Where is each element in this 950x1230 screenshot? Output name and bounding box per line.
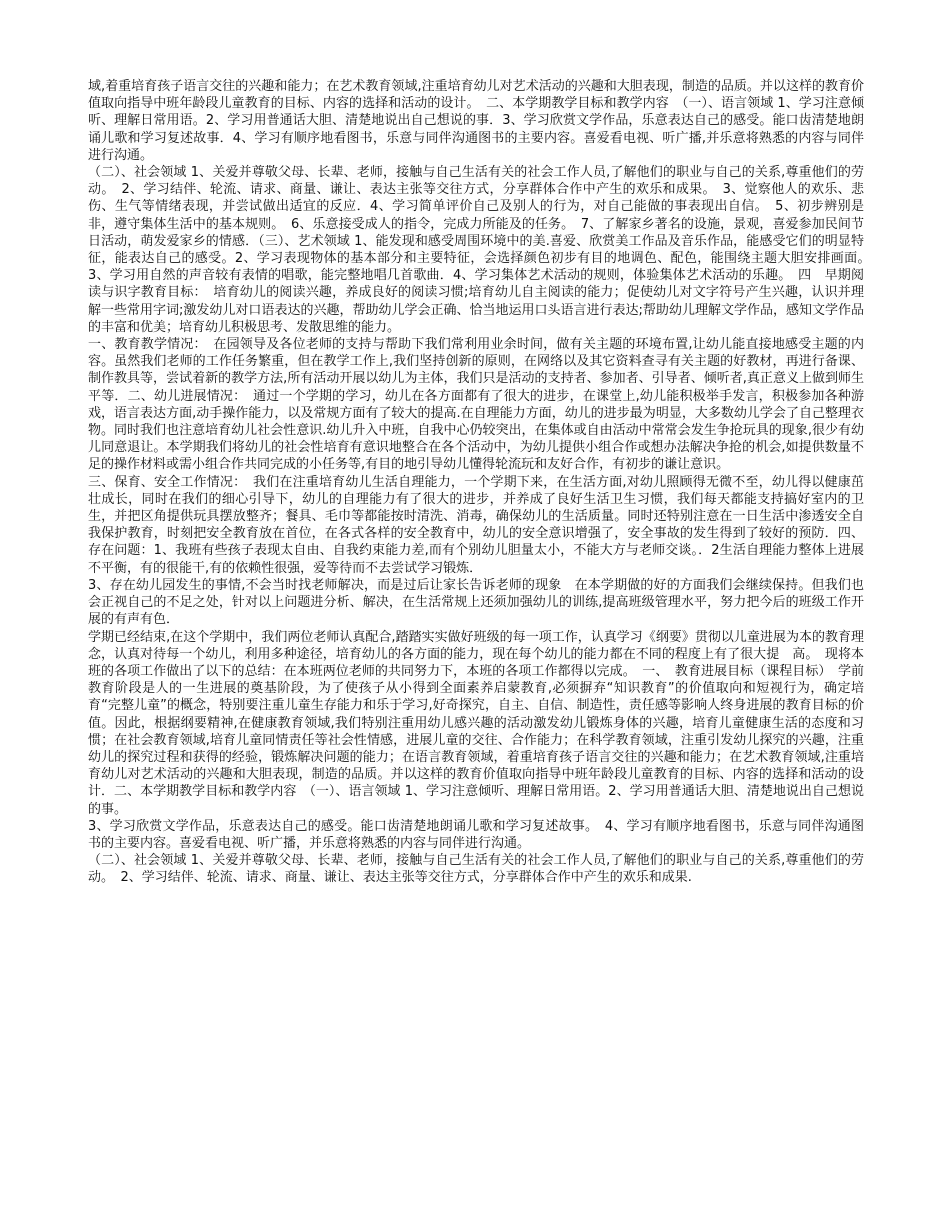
paragraph-3: 一、教育教学情况： 在园领导及各位老师的支持与帮助下我们常利用业余时间，做有关主题的环境布置,让幼儿能直接地感受主题的内容。虽然我们老师的工作任务繁重，但在教学工作上,我们坚持创新的原则，在网络以及其它资料查寻有关主题的好教材，再进行备课、制作教具等，尝试着新的教学方法,所有活动开展以幼儿为主体，我们只是活动的支持者、参加者、引导者、倾听者,真正意义上做到师生平等．二、幼儿进展情况： 通过一个学期的学习，幼儿在各方面都有了很大的进步，在课堂上,幼儿能积极举手发言，积极参加各种游戏，语言表达方面,动手操作能力，以及常规方面有了较大的提高.在自理能力方面，幼儿的进步最为明显，大多数幼儿学会了自己整理衣物。同时我们也注意培育幼儿社会性意识.幼儿升入中班，自我中心仍较突出，在集体或自由活动中常常会发生争抢玩具的现象,很少有幼儿同意退让。本学期我们将幼儿的社会性培育有意识地整合在各个活动中，为幼儿提供小组合作或想办法解决争抢的机会,如提供数量不足的操作材料或需小组合作共同完成的小任务等,有目的地引导幼儿懂得轮流玩和友好合作，有初步的谦让意识。 [88, 337, 864, 473]
paragraph-1: 域,着重培育孩子语言交往的兴趣和能力；在艺术教育领域,注重培育幼儿对艺术活动的兴趣和大胆表现，制造的品质。并以这样的教育价值取向指导中班年龄段儿童教育的目标、内容的选择和活动的设计。 二、本学期教学目标和教学内容 （一）、语言领域 1、学习注意倾听、理解日常用语。2、学习用普通话大胆、清楚地说出自己想说的事．3、学习欣赏文学作品，乐意表达自己的感受。能口齿清楚地朗诵儿歌和学习复述故事．4、学习有顺序地看图书，乐意与同伴沟通图书的主要内容。喜爱看电视、听广播,并乐意将熟悉的内容与同伴进行沟通。 [88, 79, 864, 163]
paragraph-8: （二）、社会领域 1、关爱并尊敬父母、长辈、老师，接触与自己生活有关的社会工作人员,了解他们的职业与自己的关系,尊重他们的劳动。 2、学习结伴、轮流、请求、商量、谦让、表达主张等交往方式，分享群体合作中产生的欢乐和成果. [88, 853, 864, 886]
paragraph-5: 3、存在幼儿园发生的事情,不会当时找老师解决，而是过后让家长告诉老师的现象 在本学期做的好的方面我们会继续保持。但我们也会正视自己的不足之处，针对以上问题进分析、解决，在生活常规上还须加强幼儿的训练,提高班级管理水平，努力把今后的班级工作开展的有声有色． [88, 577, 864, 628]
document-page [88, 78, 878, 887]
paragraph-7: 3、学习欣赏文学作品，乐意表达自己的感受。能口齿清楚地朗诵儿歌和学习复述故事。 4、学习有顺序地看图书，乐意与同伴沟通图书的主要内容。喜爱看电视、听广播，并乐意将熟悉的内容与同伴进行沟通。 [88, 818, 864, 851]
paragraph-4: 三、保育、安全工作情况： 我们在注重培育幼儿生活自理能力，一个学期下来，在生活方面,对幼儿照顾得无微不至，幼儿得以健康茁壮成长，同时在我们的细心引导下，幼儿的自理能力有了很大的进步，并养成了良好生活卫生习惯，我们每天都能支持搞好室内的卫生，并把区角提供玩具摆放整齐；餐具、毛巾等都能按时清洗、消毒，确保幼儿的生活质量。同时还特别注意在一日生活中渗透安全自我保护教育，时刻把安全教育放在首位，在各式各样的安全教育中，幼儿的安全意识增强了，安全事故的发生得到了较好的预防．四、存在问题：1、我班有些孩子表现太自由、自我约束能力差,而有个别幼儿胆量太小，不能大方与老师交谈。．2生活自理能力整体上进展不平衡，有的很能干,有的依赖性很强，爱等待而不去尝试学习锻炼． [88, 474, 864, 576]
paragraph-2: （二）、社会领域 1、关爱并尊敬父母、长辈、老师，接触与自己生活有关的社会工作人员,了解他们的职业与自己的关系,尊重他们的劳动。 2、学习结伴、轮流、请求、商量、谦让、表达主张等交往方式，分享群体合作中产生的欢乐和成果。 3、觉察他人的欢乐、悲伤、生气等情绪表现，并尝试做出适宜的反应．4、学习简单评价自己及别人的行为，对自己能做的事表现出自信。 5、初步辨别是非，遵守集体生活中的基本规则。 6、乐意接受成人的指令，完成力所能及的任务。 7、了解家乡著名的设施，景观，喜爱参加民间节日活动，萌发爱家乡的情感．（三）、艺术领域 1、能发现和感受周围环境中的美.喜爱、欣赏美工作品及音乐作品，能感受它们的明显特征，能表达自己的感受。2、学习表现物体的基本部分和主要特征，会选择颜色初步有目的地调色、配色，能围绕主题大胆安排画面。 3、学习用自然的声音较有表情的唱歌，能完整地唱几首歌曲．4、学习集体艺术活动的规则，体验集体艺术活动的乐趣。 四 早期阅读与识字教育目标： 培育幼儿的阅读兴趣，养成良好的阅读习惯;培育幼儿自主阅读的能力；促使幼儿对文字符号产生兴趣，认识并理解一些常用字词;激发幼儿对口语表达的兴趣，帮助幼儿学会正确、恰当地运用口头语言进行表达;帮助幼儿理解文学作品，感知文学作品的丰富和优美；培育幼儿积极思考、发散思维的能力。 [88, 165, 878, 335]
paragraph-6: 学期已经结束,在这个学期中，我们两位老师认真配合,踏踏实实做好班级的每一项工作，认真学习《纲要》贯彻以儿童进展为本的教育理念，认真对待每一个幼儿，利用多种途径，培育幼儿的各方面的能力，现在每个幼儿的能力都在不同的程度上有了很大提 高。 现将本班的各项工作做出了以下的总结：在本班两位老师的共同努力下，本班的各项工作都得以完成。 一、 教育进展目标（课程目标） 学前教育阶段是人的一生进展的奠基阶段，为了使孩子从小得到全面素养启蒙教育,必须摒弃“知识教育”的价值取向和短视行为，确定培育“完整儿童”的概念，特别要注重儿童生存能力和乐于学习,好奇探究，自主、自信、制造性，责任感等影响人终身进展的教育目标的价值。因此，根据纲要精神,在健康教育领域,我们特别注重用幼儿感兴趣的活动激发幼儿锻炼身体的兴趣，培育儿童健康生活的态度和习惯；在社会教育领域,培育儿童同情责任等社会性情感，进展儿童的交往、合作能力；在科学教育领域，注重引发幼儿探究的兴趣，注重幼儿的探究过程和获得的经验，锻炼解决问题的能力；在语言教育领域，着重培育孩子语言交往的兴趣和能力；在艺术教育领域,注重培育幼儿对艺术活动的兴趣和大胆表现，制造的品质。并以这样的教育价值取向指导中班年龄段儿童教育的目标、内容的选择和活动的设计．二、本学期教学目标和教学内容 （一）、语言领域 1、学习注意倾听、理解日常用语。2、学习用普通话大胆、清楚地说出自己想说的事。 [88, 629, 864, 817]
